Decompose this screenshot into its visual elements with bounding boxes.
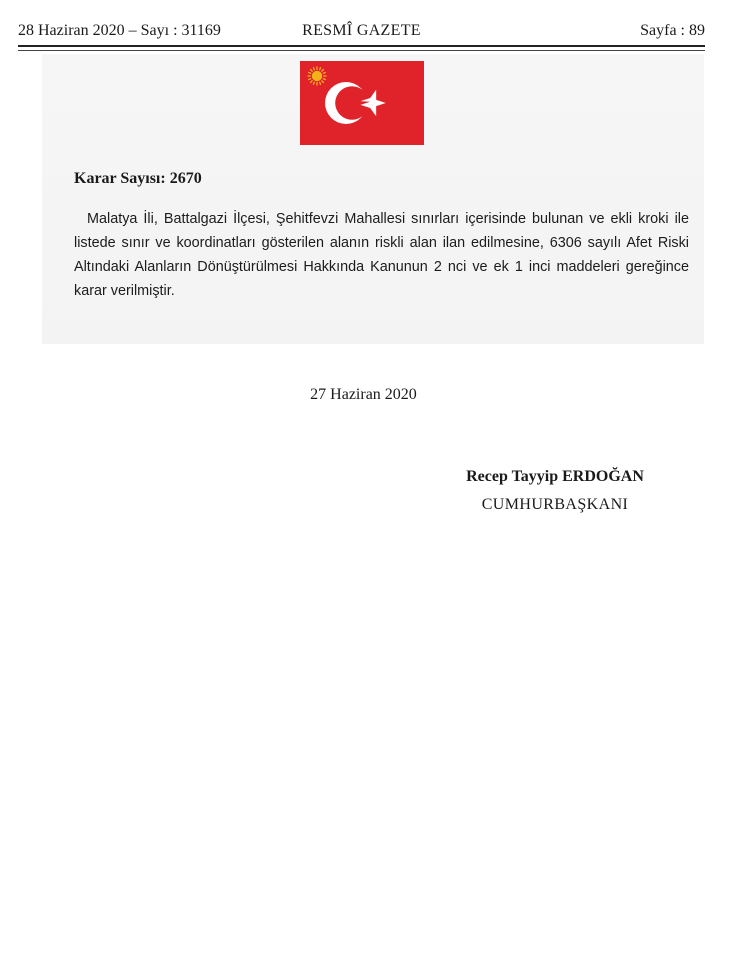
page-number: Sayfa : 89: [640, 22, 705, 39]
decision-number: Karar Sayısı: 2670: [74, 170, 202, 187]
signer-title: CUMHURBAŞKANI: [481, 496, 629, 513]
header-rule-thick: [18, 45, 705, 47]
signer-name: Recep Tayyip ERDOĞAN: [466, 468, 644, 485]
page-header: [18, 20, 705, 46]
issue-date-number: 28 Haziran 2020 – Sayı : 31169: [18, 22, 221, 39]
turkish-flag-icon: [300, 61, 424, 145]
decision-text: Malatya İli, Battalgazi İlçesi, Şehitfevzi Mahallesi sınırları içerisinde bulunan ve ekli kroki ile listede sınır ve koordinatları gösterilen alanın riskli alan ilan edilmesine, 6306 sayılı Afet Riski Altındaki Alanların Dönüştürülmesi Hakkında Kanunun 2 nci ve ek 1 inci maddeleri gereğince karar verilmiştir.: [74, 211, 689, 299]
decision-date: 27 Haziran 2020: [310, 386, 417, 403]
presidential-sun-icon: [308, 67, 326, 85]
publication-title: RESMÎ GAZETE: [302, 22, 421, 39]
header-rule-thin: [18, 50, 705, 51]
